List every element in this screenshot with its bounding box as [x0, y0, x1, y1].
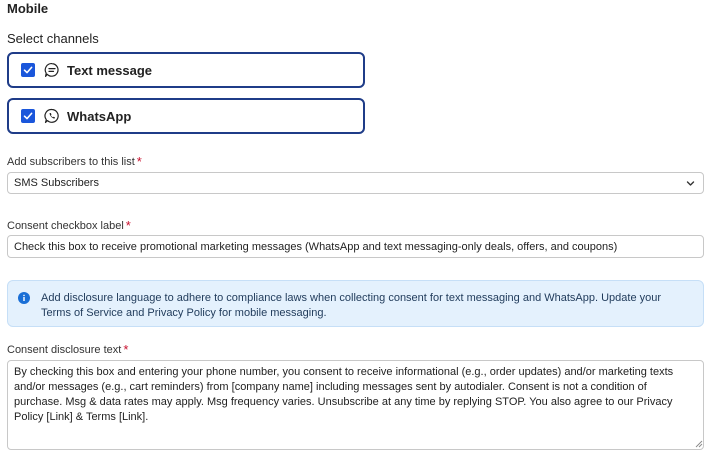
info-icon: [18, 292, 30, 304]
consent-checkbox-label: [7, 218, 131, 233]
consent-disclosure-label-text: Consent disclosure text: [7, 344, 122, 356]
consent-checkbox-label-text: Consent checkbox label: [7, 220, 124, 232]
select-channels-label: Select channels: [7, 31, 99, 46]
chevron-down-icon: [686, 179, 695, 188]
info-banner: [7, 280, 704, 327]
subscriber-list-label-text: Add subscribers to this list: [7, 156, 135, 168]
checkmark-icon: [23, 111, 33, 121]
info-banner-text: Add disclosure language to adhere to compliance laws when collecting consent for text messaging and WhatsApp. Update your Terms of Service and Privacy Policy for mobile messaging.: [41, 292, 662, 319]
subscriber-list-label: [7, 154, 142, 169]
consent-disclosure-textarea[interactable]: [7, 360, 704, 450]
text-message-checkbox[interactable]: [21, 63, 35, 77]
subscriber-list-selected-value: SMS Subscribers: [14, 177, 99, 189]
subscriber-list-select[interactable]: [7, 172, 704, 194]
whatsapp-checkbox[interactable]: [21, 109, 35, 123]
text-message-label: Text message: [67, 62, 153, 78]
whatsapp-icon: [44, 108, 60, 124]
whatsapp-label: WhatsApp: [67, 108, 132, 124]
required-asterisk: *: [123, 342, 129, 357]
consent-checkbox-input[interactable]: [7, 235, 704, 258]
required-asterisk: *: [136, 154, 142, 169]
section-title: Mobile: [7, 1, 49, 16]
checkmark-icon: [23, 65, 33, 75]
chat-bubble-icon: [44, 62, 60, 78]
consent-disclosure-label: [7, 342, 128, 357]
required-asterisk: *: [125, 218, 131, 233]
channel-card-text-message[interactable]: [7, 52, 365, 88]
resize-handle-icon[interactable]: [695, 440, 703, 448]
channel-card-whatsapp[interactable]: [7, 98, 365, 134]
